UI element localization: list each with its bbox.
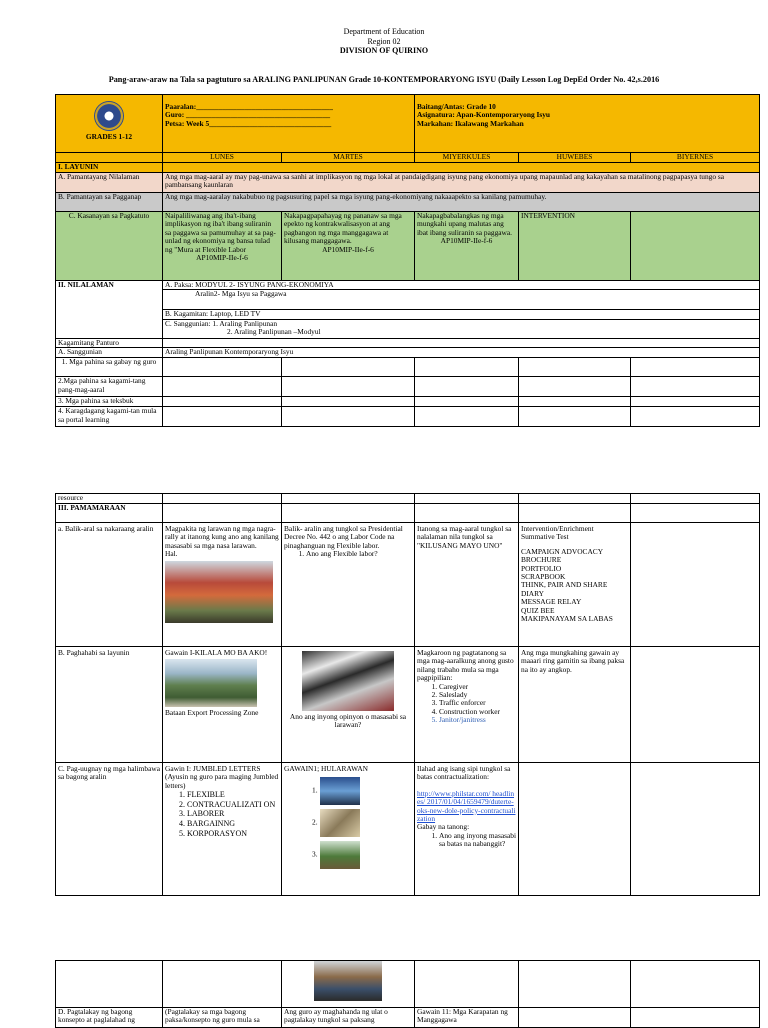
activity-item: QUIZ BEE	[521, 605, 555, 615]
bataan-epz-caption: Bataan Export Processing Zone	[165, 708, 259, 718]
logo-cell	[56, 95, 163, 153]
empty-cell	[519, 961, 631, 1008]
layunin-blank	[163, 163, 760, 173]
kasanayan-martes-code: AP10MIP-IIe-f-6	[322, 244, 374, 254]
job-option: 2. Saleslady	[439, 691, 516, 699]
lesson-log-table-3	[55, 960, 760, 1028]
kasanayan-miyerkules	[415, 212, 519, 281]
activity-item: CAMPAIGN ADVOCACY	[521, 546, 604, 556]
activity-item: THINK, PAIR AND SHARE	[521, 580, 608, 590]
empty-cell	[631, 494, 760, 504]
sanggunian-cell	[163, 319, 760, 338]
empty-cell	[415, 407, 519, 427]
activity-item: MESSAGE RELAY	[521, 597, 582, 607]
day-header-biyernes: BIYERNES	[631, 153, 760, 163]
empty-cell	[282, 494, 415, 504]
kasanayan-lunes-code: AP10MIP-IIe-f-6	[196, 253, 248, 263]
sanggunian-line-2: 2. Araling Panlipunan –Modyul	[227, 327, 321, 337]
day-header-lunes: LUNES	[163, 153, 282, 163]
hularawan-item-1	[284, 777, 412, 805]
empty-cell	[519, 407, 631, 427]
pag-uugnay-lunes	[163, 763, 282, 896]
worker-photo	[314, 961, 382, 1001]
division-line: DIVISION OF QUIRINO	[339, 46, 429, 55]
kasanayan-label: C. Kasanayan sa Pagkatuto	[56, 212, 163, 281]
document-title: Pang-araw-araw na Tala sa pagtuturo sa ARALING PANLIPUNAN Grade 10-KONTEMPORARYONG ISYU (Daily Lesson Log DepEd Order No. 42,s.2016	[108, 75, 660, 84]
sanggunian-a-label: A. Sanggunian	[56, 348, 163, 358]
balik-aral-martes	[282, 523, 415, 647]
hularawan-item-3	[284, 841, 412, 869]
nilalaman-heading: II. NILALAMAN	[56, 281, 163, 339]
intervention-heading: Intervention/Enrichment Summative Test	[521, 524, 594, 542]
empty-cell	[519, 763, 631, 896]
balik-aral-martes-text: Balik- aralin ang tungkol sa Presidential Decree No. 442 o ang Labor Code na pinaghanguan ng Flexible labor.	[284, 524, 403, 550]
pag-uugnay-martes	[282, 763, 415, 896]
activity-item: BROCHURE	[521, 555, 562, 565]
kagamitan-cell: B. Kagamitan: Laptop, LED TV	[163, 310, 760, 319]
guro-field: Guro: _______________________________________	[165, 110, 331, 120]
pagtalakay-miyerkules: Gawain 11: Mga Karapatan ng Manggagawa	[415, 1008, 519, 1028]
kasanayan-lunes-text: Naipaliliwanag ang iba't-ibang implikasyon ng iba't ibang suliranin sa paggawa sa pamumuhay at sa pag-unlad ng ekonomiya ng bansa tulad ng "Mura at Flexible Labor	[165, 211, 276, 254]
paaralan-field: Paaralan:_____________________________________	[165, 102, 333, 111]
kagamitang-panturo-blank	[163, 338, 760, 347]
empty-cell	[282, 358, 415, 377]
empty-cell	[163, 504, 282, 523]
pahina-kagamitan-label: 2.Mga pahina sa kagami-tang pang-mag-aaral	[56, 377, 163, 397]
pahina-teksbuk-label: 3. Mga pahina sa teksbuk	[56, 397, 163, 407]
paghahabi-lunes-text: Gawain I-KILALA MO BA AKO!	[165, 648, 268, 657]
protest-sign-photo	[302, 651, 394, 711]
markahan-field: Markahan: Ikalawang Markahan	[417, 118, 524, 128]
paghahabi-huwebes: Ang mga mungkahing gawain ay maaari ring gamitin sa ibang paksa na ito ay angkop.	[519, 647, 631, 763]
region-line: Region 02	[367, 37, 401, 46]
class-info-cell	[415, 95, 760, 153]
tree-thumb	[320, 841, 360, 869]
empty-cell	[415, 961, 519, 1008]
empty-cell	[631, 523, 760, 647]
empty-cell	[519, 377, 631, 397]
kasanayan-martes-text: Nakapagpapahayag ng pananaw sa mga epekto ng kontrakwalisasyon at ang pagbangon ng mga manggagawa at kilusang manggagawa.	[284, 211, 402, 246]
gabay-question: 1. Ano ang inyong masasabi sa batas na nabanggit?	[439, 832, 516, 849]
empty-cell	[631, 647, 760, 763]
paghahabi-miyerkules	[415, 647, 519, 763]
pamantayang-nilalaman-text: Ang mga mag-aaral ay may pag-unawa sa sanhi at implikasyon ng mga lokal at pandaigdigang isyung pang ekonomiya upang mapaunlad ang kakayahan sa matalinong pagpapasya tungo sa pambansang kaunlaran	[163, 173, 760, 193]
jumbled-word: 2. CONTRACUALIZATI ON	[187, 800, 279, 810]
activity-item: PORTFOLIO	[521, 563, 562, 573]
aralin-cell: Aralin2- Mga Isyu sa Paggawa	[163, 290, 760, 310]
kasanayan-martes	[282, 212, 415, 281]
empty-cell	[282, 504, 415, 523]
job-option: 3. Traffic enforcer	[439, 699, 516, 707]
empty-cell	[519, 504, 631, 523]
paksa-cell: A. Paksa: MODYUL 2- ISYUNG PANG-EKONOMIYA	[163, 281, 760, 290]
empty-cell	[163, 494, 282, 504]
paghahabi-lunes	[163, 647, 282, 763]
pamantayan-pagganap-text: Ang mga mag-aaralay nakabubuo ng pagsusuring papel sa mga isyung pang-ekonomiyang nakaaapekto sa kanilang pamumuhay.	[163, 193, 760, 212]
pamamaraan-heading: III. PAMAMARAAN	[56, 504, 163, 523]
empty-cell	[519, 1008, 631, 1028]
asignatura-field: Asignatura: Apan-Kontemporaryong Isyu	[417, 110, 551, 120]
day-header-huwebes: HUWEBES	[519, 153, 631, 163]
pahina-gabay-label: 1. Mga pahina sa gabay ng guro	[56, 358, 163, 377]
kagamitang-panturo-label: Kagamitang Panturo	[56, 338, 163, 347]
petsa-field: Petsa: Week 5_________________________________	[165, 118, 332, 128]
jumbled-word: 5. KORPORASYON	[187, 829, 279, 839]
empty-cell	[282, 397, 415, 407]
empty-cell	[631, 961, 760, 1008]
empty-cell	[163, 397, 282, 407]
kasanayan-miyerkules-code: AP10MIP-IIe-f-6	[440, 236, 493, 246]
empty-cell	[163, 358, 282, 377]
empty-cell	[631, 504, 760, 523]
pamantayan-pagganap-label: B. Pamantayan sa Pagganap	[56, 193, 163, 212]
kasanayan-lunes	[163, 212, 282, 281]
empty-cell	[415, 397, 519, 407]
paghahabi-martes	[282, 647, 415, 763]
empty-cell	[56, 961, 163, 1008]
lesson-log-table-1	[55, 94, 760, 427]
empty-cell	[519, 494, 631, 504]
balik-aral-label: a. Balik-aral sa nakaraang aralin	[56, 523, 163, 647]
hularawan-heading: GAWAIN1; HULARAWAN	[284, 764, 368, 773]
sanggunian-a-text: Araling Panlipunan Kontemporaryong Isyu	[163, 348, 760, 358]
balik-aral-lunes-text: Magpakita ng larawan ng mga nagra-rally at itanong kung ano ang kanilang masasabi sa mga nasa larawan.	[165, 524, 279, 550]
activity-item: DIARY	[521, 588, 544, 598]
empty-cell	[631, 763, 760, 896]
school-info-cell	[163, 95, 415, 153]
balik-aral-lunes	[163, 523, 282, 647]
pag-uugnay-label: C. Pag-uugnay ng mga halimbawa sa bagong aralin	[56, 763, 163, 896]
empty-cell	[282, 407, 415, 427]
empty-cell	[415, 494, 519, 504]
layunin-heading: I. LAYUNIN	[56, 163, 163, 173]
item-number: 2.	[312, 818, 318, 828]
grades-label: GRADES 1-12	[85, 132, 133, 141]
department-line: Department of Education	[343, 27, 425, 36]
philstar-link[interactable]: http://www.philstar.com/ headlines/ 2017/01/04/1659479/duterte-oks-new-dole-policy-contractualization	[417, 788, 516, 824]
jumbled-word: 1. FLEXIBLE	[187, 790, 279, 800]
gabay-label: Gabay na tanong:	[417, 822, 470, 832]
paghahabi-label: B. Paghahabi sa layunin	[56, 647, 163, 763]
empty-cell	[415, 377, 519, 397]
activity-item: MAKIPANAYAM SA LABAS	[521, 614, 613, 624]
deped-seal-icon	[94, 101, 124, 131]
worker-photo-cell	[282, 961, 415, 1008]
rally-photo	[165, 561, 273, 623]
paghahabi-miyerkules-text: Magkaroon ng pagtatanong sa mga mag-aaralkung anong gusto nilang trabaho mula sa mga pagpipilian:	[417, 648, 514, 683]
workers-thumb	[320, 777, 360, 805]
jumbled-heading: Gawin I: JUMBLED LETTERS (Ayusin ng guro para maging Jumbled letters)	[165, 764, 279, 790]
balik-aral-miyerkules: Itanong sa mag-aaral tungkol sa nalalaman nila tungkol sa "KILUSANG MAYO UNO"	[415, 523, 519, 647]
kasanayan-biyernes	[631, 212, 760, 281]
empty-cell	[631, 358, 760, 377]
resource-cell: resource	[56, 494, 163, 504]
bataan-epz-photo	[165, 659, 257, 707]
pag-uugnay-miyerkules	[415, 763, 519, 896]
empty-cell	[415, 358, 519, 377]
kasanayan-huwebes: INTERVENTION	[519, 212, 631, 281]
empty-cell	[631, 377, 760, 397]
pagtalakay-lunes: (Pagtalakay sa mga bagong paksa/konsepto ng guro mula sa	[163, 1008, 282, 1028]
kasanayan-miyerkules-text: Nakapagbabalangkas ng mga mungkahi upang malutas ang ibat ibang suliranin sa paggawa.	[417, 211, 513, 237]
day-header-martes: MARTES	[282, 153, 415, 163]
jumbled-word: 4. BARGAINNG	[187, 819, 279, 829]
day-header-miyerkules: MIYERKULES	[415, 153, 519, 163]
lesson-log-table-2	[55, 493, 760, 896]
paghahabi-martes-caption: Ano ang inyong opinyon o masasabi sa larawan?	[289, 712, 407, 730]
pagtalakay-martes: Ang guro ay maghahanda ng ulat o pagtalakay tungkol sa paksang	[282, 1008, 415, 1028]
job-option: 5. Janitor/janitress	[439, 716, 516, 724]
pagtalakay-label: D. Pagtalakay ng bagong konsepto at paglalahad ng	[56, 1008, 163, 1028]
sipi-heading: Ilahad ang isang sipi tungkol sa batas contractualization:	[417, 764, 511, 782]
empty-cell	[631, 1008, 760, 1028]
empty-cell	[519, 358, 631, 377]
job-option: 4. Construction worker	[439, 708, 516, 716]
item-number: 3.	[312, 850, 318, 860]
balik-aral-huwebes	[519, 523, 631, 647]
empty-cell	[631, 407, 760, 427]
jumbled-word: 3. LABORER	[187, 809, 279, 819]
empty-cell	[163, 377, 282, 397]
item-number: 1.	[312, 786, 318, 796]
hularawan-item-2	[284, 809, 412, 837]
pamantayang-nilalaman-label: A. Pamantayang Nilalaman	[56, 173, 163, 193]
karagdagang-kagamitan-label: 4. Karagdagang kagami-tan mula sa portal learning	[56, 407, 163, 427]
empty-cell	[519, 397, 631, 407]
empty-cell	[631, 397, 760, 407]
day-header-blank	[56, 153, 163, 163]
baitang-field: Baitang/Antas: Grade 10	[417, 102, 496, 111]
job-option: 1. Caregiver	[439, 683, 516, 691]
empty-cell	[163, 961, 282, 1008]
balik-aral-lunes-hal: Hal.	[165, 549, 178, 559]
balik-aral-martes-question: 1. Ano ang Flexible labor?	[306, 550, 412, 558]
activity-item: SCRAPBOOK	[521, 572, 566, 582]
empty-cell	[163, 407, 282, 427]
money-thumb	[320, 809, 360, 837]
empty-cell	[282, 377, 415, 397]
empty-cell	[415, 504, 519, 523]
sanggunian-line-1: C. Sanggunian: 1. Araling Panlipunan	[165, 319, 278, 328]
